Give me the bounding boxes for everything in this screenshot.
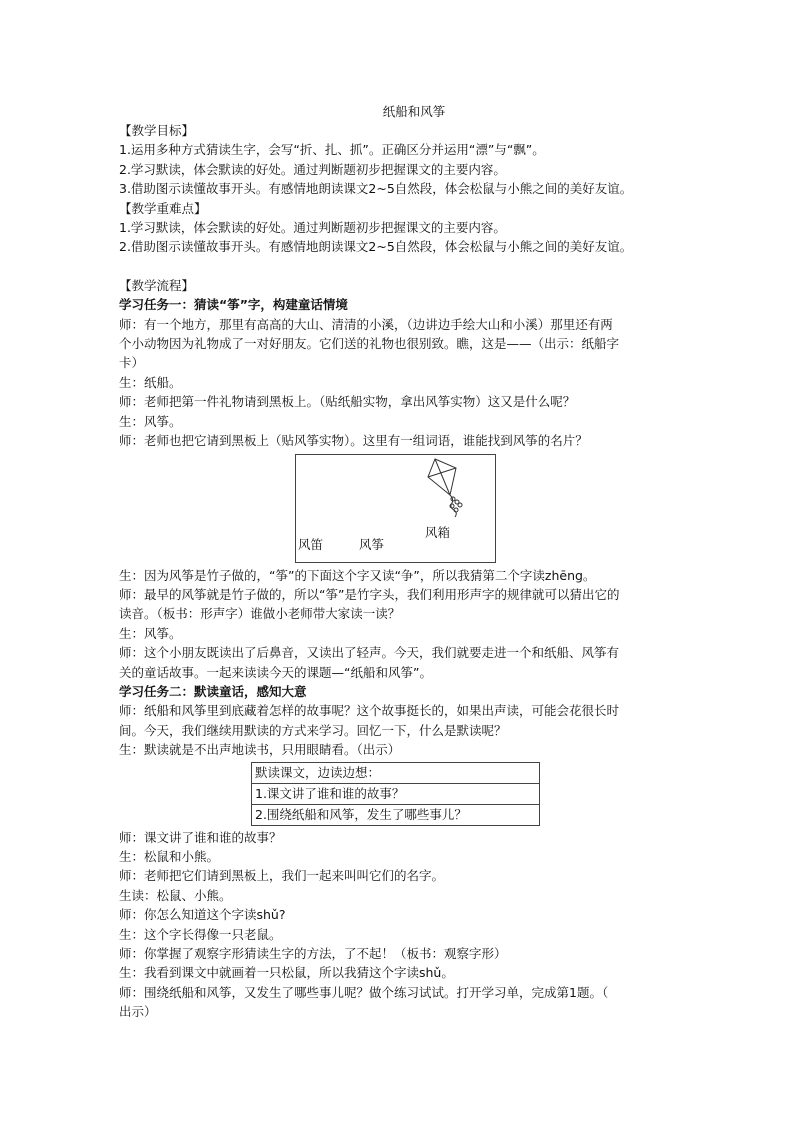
word-fengdi: 风笛 bbox=[298, 536, 324, 552]
flow-heading: 【教学流程】 bbox=[119, 277, 195, 293]
goal-item: 1.运用多种方式猜读生字，会写“折、扎、抓”。正确区分并运用“漂”与“飘”。 bbox=[119, 142, 545, 158]
dialogue-line: 生：松鼠和小熊。 bbox=[119, 848, 220, 864]
goals-heading: 【教学目标】 bbox=[119, 123, 195, 138]
key-item: 2.借助图示读懂故事开头。有感情地朗读课文2~5自然段，体会松鼠与小熊之间的美好友谊。 bbox=[119, 239, 633, 255]
dialogue-line: 师：老师也把它请到黑板上（贴风筝实物）。这里有一组词语，谁能找到风筝的名片？ bbox=[119, 433, 588, 449]
kite-icon bbox=[426, 457, 472, 521]
dialogue-line: 师：课文讲了谁和谁的故事？ bbox=[119, 829, 282, 845]
dialogue-line: 生：我看到课文中就画着一只松鼠，所以我猜这个字读shǔ。 bbox=[119, 965, 454, 981]
task-box-row: 2.围绕纸船和风筝，发生了哪些事儿？ bbox=[255, 806, 467, 822]
dialogue-line: 师：有一个地方，那里有高高的大山、清清的小溪，（边讲边手绘大山和小溪）那里还有两 bbox=[119, 316, 613, 332]
word-fengxiang: 风箱 bbox=[425, 524, 451, 540]
dialogue-line: 读音。（板书：形声字）谁做小老师带大家读一读？ bbox=[119, 606, 401, 622]
task2-heading: 学习任务二：默读童话，感知大意 bbox=[119, 683, 307, 699]
dialogue-line: 师：你怎么知道这个字读shǔ? bbox=[119, 907, 286, 923]
dialogue-line: 生：默读就是不出声地读书，只用眼睛看。（出示） bbox=[119, 742, 401, 758]
dialogue-line: 个小动物因为礼物成了一对好朋友。它们送的礼物也很别致。瞧，这是——（出示：纸船字 bbox=[119, 336, 620, 352]
dialogue-line: 师：你掌握了观察字形猜读生字的方法，了不起！（板书：观察字形） bbox=[119, 946, 507, 961]
dialogue-line: 生：这个字长得像一只老鼠。 bbox=[119, 926, 282, 942]
reading-task-box bbox=[251, 762, 540, 826]
document-page bbox=[119, 102, 699, 1022]
spacer bbox=[119, 257, 699, 276]
goal-item: 3.借助图示读懂故事开头。有感情地朗读课文2~5自然段，体会松鼠与小熊之间的美好友谊。 bbox=[119, 181, 633, 197]
dialogue-line: 生：风筝。 bbox=[119, 625, 182, 641]
dialogue-line: 间。今天，我们继续用默读的方式来学习。回忆一下，什么是默读呢？ bbox=[119, 722, 507, 738]
dialogue-line: 师：围绕纸船和风筝，又发生了哪些事儿呢？做个练习试试。打开学习单，完成第1题。（ bbox=[119, 984, 609, 1000]
dialogue-line: 出示） bbox=[119, 1004, 157, 1020]
task-box-row: 默读课文，边读边想： bbox=[252, 763, 539, 784]
dialogue-line: 师：这个小朋友既读出了后鼻音，又读出了轻声。今天，我们就要走进一个和纸船、风筝有 bbox=[119, 645, 620, 661]
dialogue-line: 师：老师把它们请到黑板上，我们一起来叫叫它们的名字。 bbox=[119, 868, 445, 884]
keys-heading: 【教学重难点】 bbox=[119, 200, 207, 216]
key-item: 1.学习默读，体会默读的好处。通过判断题初步把握课文的主要内容。 bbox=[119, 220, 506, 236]
dialogue-line: 生：纸船。 bbox=[119, 374, 182, 390]
dialogue-line: 师：纸船和风筝里到底藏着怎样的故事呢？这个故事挺长的，如果出声读，可能会花很长时 bbox=[119, 703, 620, 719]
word-fengzheng: 风筝 bbox=[359, 536, 385, 552]
dialogue-line: 师：老师把第一件礼物请到黑板上。（贴纸船实物，拿出风筝实物）这又是什么呢？ bbox=[119, 394, 576, 410]
dialogue-line: 关的童话故事。一起来读读今天的课题—“纸船和风筝”。 bbox=[119, 664, 432, 680]
dialogue-line: 生：因为风筝是竹子做的，“筝”的下面这个字又读“争”，所以我猜第二个字读zhēng。 bbox=[119, 567, 596, 583]
task-box-row: 1.课文讲了谁和谁的故事？ bbox=[252, 784, 539, 805]
goal-item: 2.学习默读，体会默读的好处。通过判断题初步把握课文的主要内容。 bbox=[119, 161, 506, 177]
page-title: 纸船和风筝 bbox=[382, 104, 446, 119]
dialogue-line: 生读：松鼠、小熊。 bbox=[119, 887, 232, 903]
dialogue-line: 师：最早的风筝就是竹子做的，所以“筝”是竹字头，我们利用形声字的规律就可以猜出它的 bbox=[119, 586, 620, 602]
word-figure-box bbox=[295, 454, 496, 563]
dialogue-line: 卡） bbox=[119, 355, 145, 371]
task1-heading: 学习任务一：猜读“筝”字，构建童话情境 bbox=[119, 297, 348, 313]
dialogue-line: 生：风筝。 bbox=[119, 413, 182, 429]
